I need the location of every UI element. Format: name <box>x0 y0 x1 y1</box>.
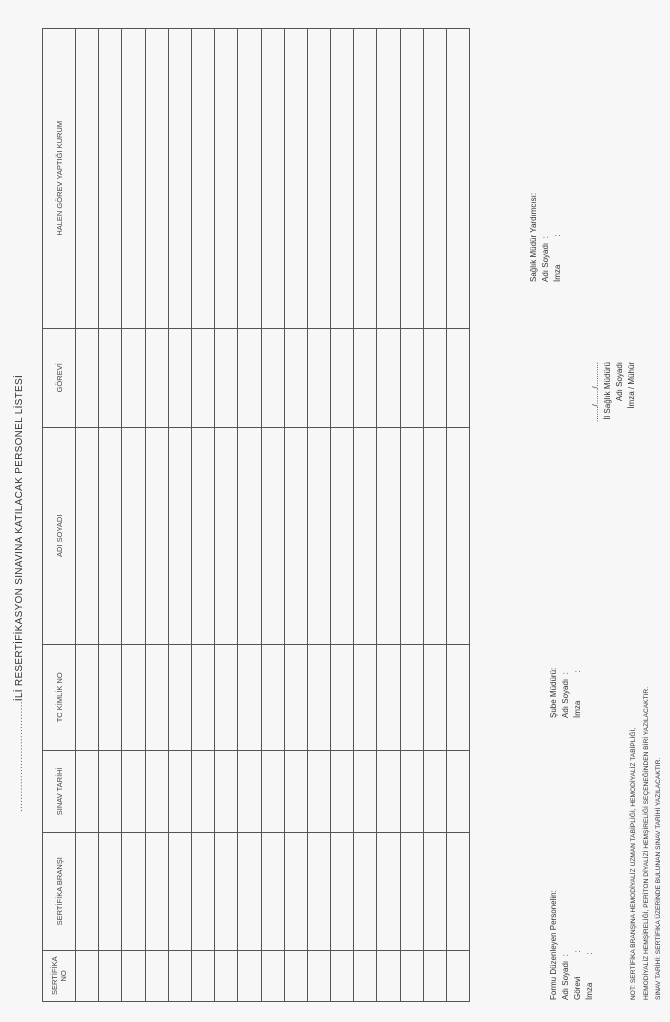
table-cell <box>423 750 446 832</box>
table-cell <box>145 750 168 832</box>
preparer-heading: Formu Düzenleyen Personelin: <box>549 890 558 1000</box>
table-cell <box>76 328 99 427</box>
table-cell <box>400 644 423 750</box>
table-cell <box>261 328 284 427</box>
table-cell <box>238 328 261 427</box>
table-cell <box>354 644 377 750</box>
table-cell <box>215 328 238 427</box>
table-cell <box>261 750 284 832</box>
table-cell <box>238 832 261 950</box>
table-cell <box>400 28 423 328</box>
table-cell <box>331 328 354 427</box>
table-cell <box>447 427 470 644</box>
table-cell <box>122 328 145 427</box>
table-cell <box>99 328 122 427</box>
table-row <box>447 28 470 1001</box>
table-cell <box>191 427 214 644</box>
col-header-certificate-no: SERTİFİKA NO <box>43 950 76 1001</box>
table-cell <box>354 750 377 832</box>
table-cell <box>76 832 99 950</box>
table-cell <box>423 328 446 427</box>
colon: : <box>561 954 570 957</box>
preparer-role-label: Görevi <box>573 976 582 1000</box>
table-cell <box>191 950 214 1001</box>
table-cell <box>377 427 400 644</box>
table-cell <box>238 427 261 644</box>
table-cell <box>400 328 423 427</box>
table-cell <box>191 644 214 750</box>
table-cell <box>215 950 238 1001</box>
preparer-block <box>548 890 596 1000</box>
table-cell <box>354 328 377 427</box>
table-cell <box>307 832 330 950</box>
table-row <box>238 28 261 1001</box>
title-blank: .................................... <box>14 701 25 812</box>
table-cell <box>261 644 284 750</box>
table-cell <box>76 28 99 328</box>
table-cell <box>76 750 99 832</box>
provincial-director-block <box>590 362 638 422</box>
table-cell <box>331 950 354 1001</box>
table-cell <box>354 28 377 328</box>
table-cell <box>284 950 307 1001</box>
table-cell <box>76 950 99 1001</box>
table-cell <box>99 832 122 950</box>
table-row <box>423 28 446 1001</box>
deputy-director-block <box>528 193 564 282</box>
table-cell <box>76 427 99 644</box>
table-cell <box>122 644 145 750</box>
table-cell <box>354 950 377 1001</box>
table-cell <box>423 832 446 950</box>
table-cell <box>168 328 191 427</box>
table-cell <box>331 750 354 832</box>
table-row <box>168 28 191 1001</box>
table-cell <box>122 427 145 644</box>
col-header-tc-id-no: TC KİMLİK NO <box>43 644 76 750</box>
director-heading: İl Sağlık Müdürü <box>603 361 612 420</box>
table-cell <box>215 28 238 328</box>
col-header-current-institution: HALEN GÖREV YAPTIĞI KURUM <box>43 28 76 328</box>
table-cell <box>447 328 470 427</box>
col-header-position: GÖREVİ <box>43 328 76 427</box>
colon: : <box>561 672 570 675</box>
col-header-exam-date: SINAV TARİHİ <box>43 750 76 832</box>
note-line: NOT: SERTİFİKA BRANŞINA HEMODİYALİZ UZMAN TABİPLİĞİ, HEMODİYALİZ TABİPLİĞİ, <box>630 727 637 1000</box>
table-cell <box>354 832 377 950</box>
table-cell <box>447 750 470 832</box>
table-cell <box>168 950 191 1001</box>
table-cell <box>261 28 284 328</box>
table-cell <box>447 832 470 950</box>
director-name-label: Adı Soyadı <box>615 361 624 402</box>
colon: : <box>553 234 562 237</box>
deputy-director-name-label: Adı Soyadı <box>541 242 550 282</box>
table-body <box>76 28 470 1001</box>
table-row <box>284 28 307 1001</box>
table-cell <box>307 950 330 1001</box>
table-cell <box>99 750 122 832</box>
note-line: SINAV TARİHİ: SERTİFİKA ÜZERİNDE BULUNAN SINAV TARİHİ YAZILACAKTIR. <box>655 757 662 1000</box>
table-cell <box>99 644 122 750</box>
table-cell <box>284 328 307 427</box>
form-title <box>14 375 25 812</box>
title-text: İLİ RESERTİFİKASYON SINAVINA KATILACAK PERSONEL LİSTESİ <box>14 374 25 702</box>
table-cell <box>400 427 423 644</box>
table-cell <box>76 644 99 750</box>
table-cell <box>122 832 145 950</box>
table-cell <box>145 328 168 427</box>
table-cell <box>261 427 284 644</box>
colon: : <box>541 236 550 239</box>
colon: : <box>573 950 582 953</box>
deputy-director-signature-label: İmza <box>553 264 562 282</box>
table-cell <box>377 328 400 427</box>
table-cell <box>284 427 307 644</box>
table-cell <box>145 644 168 750</box>
table-cell <box>307 28 330 328</box>
form-notes <box>628 687 666 1000</box>
table-cell <box>307 644 330 750</box>
table-cell <box>307 328 330 427</box>
personnel-table <box>42 28 470 1002</box>
table-cell <box>447 644 470 750</box>
table-cell <box>122 950 145 1001</box>
director-date: ......./......./........... <box>591 361 600 422</box>
table-cell <box>447 950 470 1001</box>
table-cell <box>377 750 400 832</box>
table-row <box>307 28 330 1001</box>
table-cell <box>168 28 191 328</box>
table-cell <box>215 750 238 832</box>
table-cell <box>145 832 168 950</box>
table-cell <box>261 832 284 950</box>
table-cell <box>331 832 354 950</box>
table-cell <box>377 644 400 750</box>
table-cell <box>168 750 191 832</box>
table-cell <box>122 28 145 328</box>
table-cell <box>191 328 214 427</box>
table-cell <box>423 28 446 328</box>
table-cell <box>307 750 330 832</box>
table-cell <box>377 832 400 950</box>
table-cell <box>400 832 423 950</box>
table-cell <box>122 750 145 832</box>
table-row <box>145 28 168 1001</box>
table-cell <box>284 750 307 832</box>
table-cell <box>261 950 284 1001</box>
table-cell <box>284 644 307 750</box>
table-row <box>354 28 377 1001</box>
deputy-director-heading: Sağlık Müdür Yardımcısı: <box>529 192 538 282</box>
table-cell <box>238 28 261 328</box>
table-cell <box>99 427 122 644</box>
colon: : <box>585 952 594 955</box>
table-row <box>76 28 99 1001</box>
table-row <box>377 28 400 1001</box>
table-cell <box>168 644 191 750</box>
table-row <box>331 28 354 1001</box>
table-cell <box>377 950 400 1001</box>
table-row <box>400 28 423 1001</box>
preparer-name-label: Adı Soyadı <box>561 960 570 1000</box>
note-line: HEMODİYALİZ HEMŞİRELİĞİ, PERİTON DİYALİZİ HEMŞİRELİĞİ SEÇENEĞİNDEN BİRİ YAZILACAKTIR. <box>642 686 650 1000</box>
col-header-certificate-branch: SERTİFİKA BRANŞI <box>43 832 76 950</box>
table-cell <box>145 28 168 328</box>
table-cell <box>145 427 168 644</box>
preparer-signature-label: İmza <box>585 982 594 1000</box>
table-cell <box>354 427 377 644</box>
table-header-row <box>43 28 76 1001</box>
table-cell <box>99 28 122 328</box>
table-row <box>99 28 122 1001</box>
table-cell <box>238 750 261 832</box>
table-cell <box>331 427 354 644</box>
branch-manager-block <box>548 668 584 718</box>
table-cell <box>423 644 446 750</box>
table-cell <box>168 427 191 644</box>
table-cell <box>331 644 354 750</box>
table-cell <box>191 28 214 328</box>
table-cell <box>191 750 214 832</box>
table-cell <box>400 950 423 1001</box>
col-header-full-name: ADI SOYADI <box>43 427 76 644</box>
table-cell <box>307 427 330 644</box>
table-cell <box>168 832 191 950</box>
colon: : <box>573 670 582 673</box>
table-cell <box>99 950 122 1001</box>
table-cell <box>377 28 400 328</box>
table-row <box>122 28 145 1001</box>
table-cell <box>238 644 261 750</box>
table-cell <box>284 28 307 328</box>
branch-manager-signature-label: İmza <box>573 700 582 718</box>
table-cell <box>145 950 168 1001</box>
table-cell <box>447 28 470 328</box>
table-cell <box>215 644 238 750</box>
table-cell <box>191 832 214 950</box>
table-cell <box>215 427 238 644</box>
table-cell <box>215 832 238 950</box>
director-seal-label: İmza / Mühür <box>627 361 636 409</box>
table-row <box>261 28 284 1001</box>
table-cell <box>284 832 307 950</box>
table-cell <box>400 750 423 832</box>
table-cell <box>423 427 446 644</box>
branch-manager-heading: Şube Müdürü: <box>549 667 558 718</box>
table-row <box>191 28 214 1001</box>
table-cell <box>238 950 261 1001</box>
table-cell <box>423 950 446 1001</box>
branch-manager-name-label: Adı Soyadı <box>561 678 570 718</box>
table-cell <box>331 28 354 328</box>
table-row <box>215 28 238 1001</box>
